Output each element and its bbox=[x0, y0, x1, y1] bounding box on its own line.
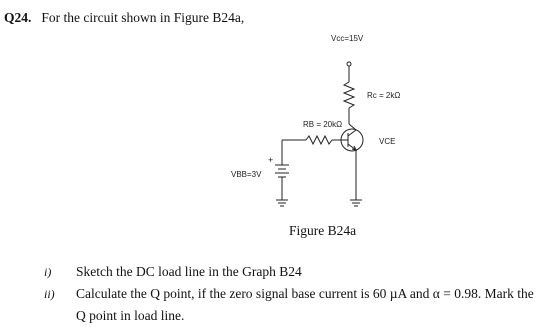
rb-label: RB = 20kΩ bbox=[303, 120, 343, 129]
question-text: For the circuit shown in Figure B24a, bbox=[41, 10, 245, 25]
vbb-plus-sign: + bbox=[268, 155, 274, 165]
question-number: Q24. bbox=[4, 10, 32, 25]
vbb-label: VBB=3V bbox=[231, 170, 262, 179]
item-ii-continuation-text: Q point in load line. bbox=[76, 308, 185, 323]
item-ii-number: ii) bbox=[44, 287, 55, 301]
rc-label: Rc = 2kΩ bbox=[367, 91, 401, 100]
item-i-text: Sketch the DC load line in the Graph B24 bbox=[76, 264, 302, 279]
rc-resistor bbox=[344, 82, 354, 108]
item-ii-text: Calculate the Q point, if the zero signal base current is 60 µA and α = 0.98. Mark the bbox=[76, 286, 534, 301]
vce-label: VCE bbox=[379, 137, 396, 146]
vcc-terminal bbox=[347, 62, 351, 66]
vcc-label: Vcc=15V bbox=[331, 34, 364, 43]
item-ii-continuation bbox=[76, 308, 184, 324]
item-i-number: i) bbox=[44, 265, 52, 279]
rb-resistor bbox=[306, 136, 332, 144]
figure-caption: Figure B24a bbox=[289, 223, 357, 238]
transistor-collector-lead bbox=[348, 130, 356, 136]
